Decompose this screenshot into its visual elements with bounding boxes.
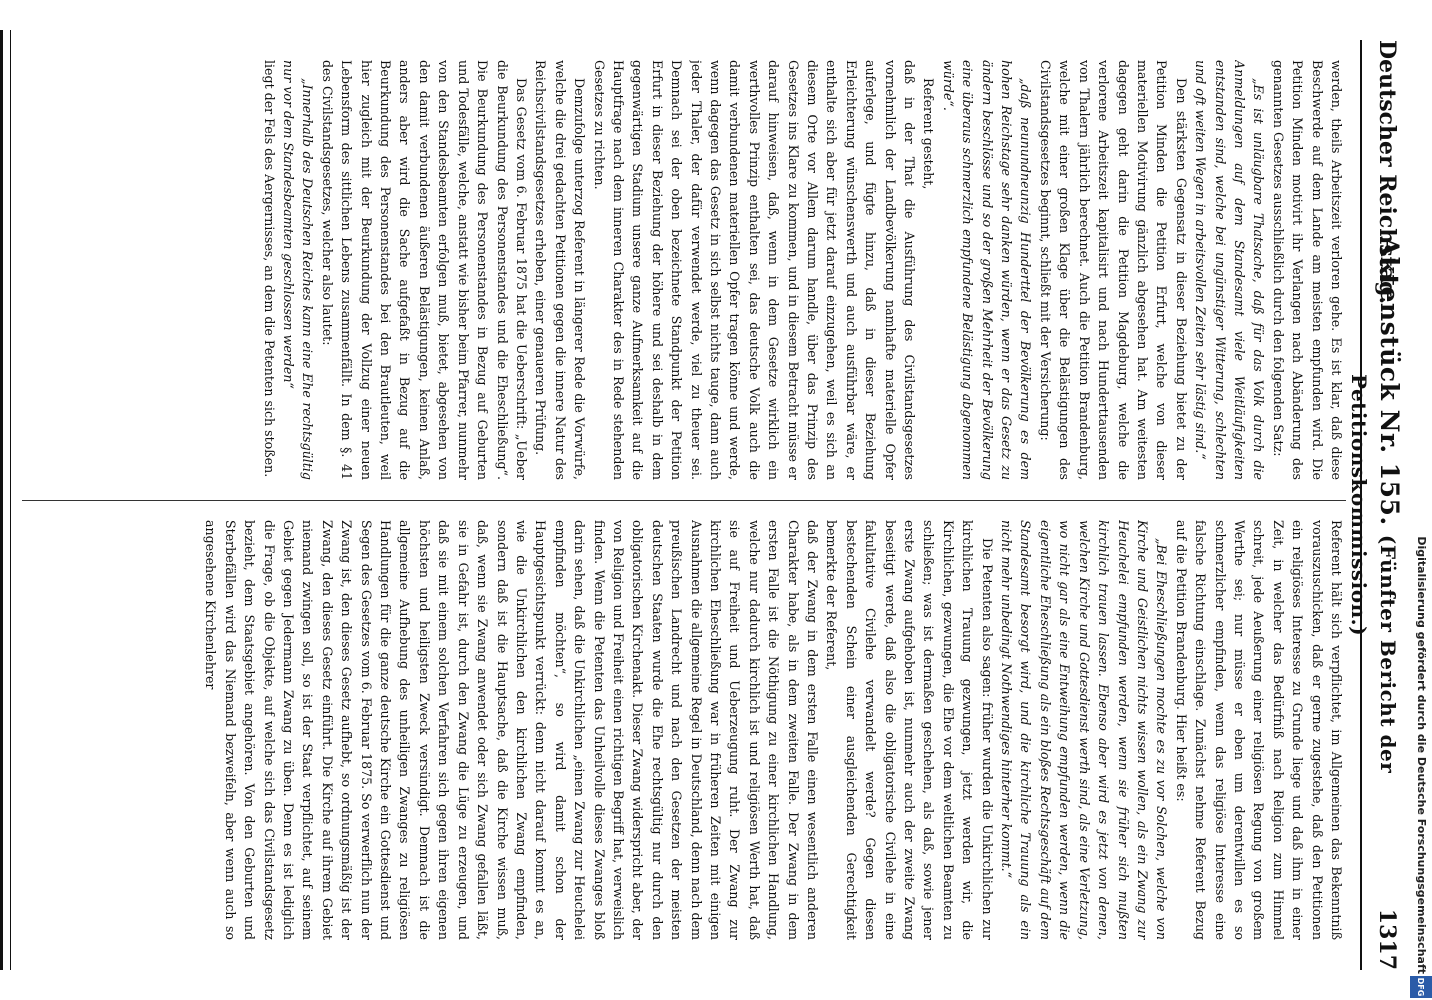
header-document-number: 155. (1375, 462, 1404, 526)
paragraph: werden, theils Arbeitszeit verloren gehe. Es ist klar, daß diese Beschwerde auf dem Lande am meisten empfunden wird. Die Petition Minden motivirt ihr Verlangen nach Abänderung des genannten Gesetzes ausschließlich durch den folgenden Satz: (1270, 60, 1344, 480)
paragraph: Referent gesteht, (921, 78, 937, 190)
paragraph: daß in der That die Ausführung des Civilstandsgesetzes vornehmlich der Landbevölkerung namhafte materielle Opfer auferlege, und fügte hinzu, daß in dieser Beziehung Erleichterung wünschenswerth und auch ausführbar wäre, er enthalte sich aber für jetzt darauf einzugehen, weil es sich an diesem Orte vor Allem darum handle, über das Prinzip des Gesetzes ins Klare zu kommen, und in diesem Betracht müsse er darauf hinweisen, daß, wenn in dem Gesetze wirklich ein werthvolles Prinzip enthalten sei, das deutsche Volk auch die damit verbundenen materiellen Opfer tragen könne und werde, wenn dagegen das Gesetz in sich selbst nichts tauge, dann auch jeder Thaler, der dafür verwendet werde, viel zu theuer sei. Demnach sei der oben bezeichnete Standpunkt der Petition Erfurt in dieser Beziehung der höhere und sei deshalb in dem gegenwärtigen Stadium unsere ganze Aufmerksamkeit auf die Hauptfrage nach dem inneren Charakter des in Rede stehenden Gesetzes zu richten. (591, 60, 918, 480)
header-document-prefix: Aktenstück Nr. (1375, 236, 1404, 454)
header-report-title: (Fünfter Bericht der Petitionskommission.) (1347, 373, 1400, 774)
paragraph: „Es ist unläugbare Thatsache, daß für das Volk durch die Anmeldungen auf dem Standesamt viele Weitläufigkeiten entstanden sind, welche bei ungünstiger Witterung, schlechten und oft weiten Wegen in arbeitsvollen Zeiten sehr lästig sind.“ (1193, 60, 1267, 480)
page-number: 1317 (1374, 908, 1400, 970)
binding-edge-rule-thin (10, 30, 11, 970)
binding-edge-rule (0, 30, 3, 970)
paragraph: Demzufolge unterzog Referent in längerer Rede die Vorwürfe, welche die drei gedachten Petitionen gegen die innere Natur des Reichscivilstandsgesetzes erheben, einer genaueren Prüfung. (533, 60, 588, 480)
paragraph: „daß neunundneunzig Hunderttel der Bevölkerung es dem hohen Reichstage sehr danken würden, wenn er das Gesetz zu ändern beschlösse und so der großen Mehrheit der Bevölkerung eine überaus schmerzlich empfundene Belästigung abgenommen würde“. (940, 60, 1034, 480)
dfg-logo: DFG (1410, 976, 1432, 998)
paragraph: Das Gesetz vom 6. Februar 1875 hat die Ueberschrift: „Ueber die Beurkundung des Personenstandes und die Eheschließung“. Die Beurkundung des Personenstandes in Bezug auf Geburten und Todesfälle, welche, anstatt wie bisher beim Pfarrer, nunmehr von den Standesbeamten erfolgen muß, bietet, abgesehen von den damit verbundenen äußeren Belästigungen, keinen Anlaß, anders aber wird die Sache aufgefaßt in Bezug auf die Beurkundung des Personenstandes bei den Brautleuten, weil hier zugleich mit der Beurkundung der Vollzug einer neuen Lebensform des sittlichen Lebens zusammenfällt. In dem §. 41 des Civilstandsgesetzes, welcher also lautet: (319, 60, 529, 480)
column-divider (22, 500, 1346, 501)
paragraph: „Innerhalb des Deutschen Reiches kann eine Ehe rechtsgültig nur vor dem Standesbeamten geschlossen werden“ (281, 60, 316, 480)
paragraph: „Bei Eheschließungen mochte es zu vor Solchen, welche von Kirche und Geistlichen nichts wissen wollen, als ein Zwang zur Heuchelei empfunden werden, wenn sie früher sich mußten kirchlich trauen lassen. Ebenso aber wird es jetzt von denen, welchen Kirche und Gottesdienst werth sind, als eine Verletzung, wo nicht gar als eine Entweihung empfunden werden, wenn die eigentliche Eheschließung als ein bloßes Rechtsgeschäft auf dem Standesamt besorgt wird, und die kirchliche Trauung als ein nicht mehr unbedingt Nothwendiges hinterher kommt.“ (999, 520, 1170, 940)
text-column-right (22, 520, 1346, 940)
paragraph: daß der Zwang in dem ersten Falle einen wesentlich anderen Charakter habe, als in dem zweiten Falle. Der Zwang in dem ersten Falle ist die Nöthigung zu einer kirchlichen Handlung, welche nur dadurch kirchlich ist und religiösen Werth hat, daß sie auf Freiheit und Ueberzeugung ruht. Der Zwang zur kirchlichen Eheschließung war in früheren Zeiten mit einigen Ausnahmen die allgemeine Regel in Deutschland, denn nach dem preußischen Landrecht und nach den Gesetzen der meisten deutschen Staaten wurde die Ehe rechtsgültig nur durch den obligatorischen Kirchenakt. Dieser Zwang widerspricht aber, der von Religion und Freiheit einen richtigen Begriff hat, verweislich finden. Wenn die Petenten das Unheilvolle dieses Zwanges bloß darin sehen, daß die Unkirchlichen „einen Zwang zur Heuchelei empfinden möchten“, so wird damit schon der Hauptgesichtspunkt verrückt: denn nicht darauf kommt es an, wie die Unkirchlichen den kirchlichen Zwang empfinden, sondern daß ist die Hauptsache, daß die Kirche wissen muß, daß, wenn sie Zwang anwendet oder sich Zwang gefallen läßt, sie in Gefahr ist, durch den Zwang die Lüge zu erzeugen, und daß sie mit einem solchen Verfahren sich gegen ihren eigenen höchsten und heiligsten Zweck versündigt. Demnach ist die allgemeine Aufhebung des unheiligen Zwanges zu religiösen Handlungen für die ganze deutsche Kirche ein Gottesdienst und Segen des Gesetzes vom 6. Februar 1875. So verwerflich nun der Zwang ist, den dieses Gesetz aufhebt, so ordnungsmäßig ist der Zwang, den dieses Gesetz einführt. Die Kirche auf ihrem Gebiet niemand zwingen soll, so ist der Staat verpflichtet, auf seinem Gebiet gegen Jedermann Zwang zu üben. Denn es ist lediglich die Frage, ob die Objekte, auf welche sich das Civilstandsgesetz bezieht, dem Staatsgebiet angehören. Von den Geburten und Sterbefällen wird das Niemand bezweifeln, aber wenn auch so angesehene Kirchenlehrer (203, 520, 821, 940)
header-title (1346, 160, 1404, 850)
watermark-text: Digitalisierung gefördert durch die Deutsche Forschungsgemeinschaft (1415, 536, 1428, 974)
header-publication: Deutscher Reichstag. (1374, 40, 1400, 305)
paragraph: liegt der Fels des Aergernisses, an dem die Petenten sich stoßen. (261, 60, 277, 478)
paragraph: Referent hält sich verpflichtet, im Allgemeinen das Bekenntniß vorauszuschicken, daß er gerne zugestehe, daß den Petitionen ein religiöses Interesse zu Grunde liege und daß ihm in einer Zeit, in welcher das Bedürfniß nach Religion zum Himmel schreit, jede Aeußerung einer religiösen Regung von großem Werthe sei; nur müsse er eben um derentwillen es so schmerzlicher empfinden, wenn das religiöse Interesse eine falsche Richtung einschlage. Zunächst nehme Referent Bezug auf die Petition Brandenburg. Hier heißt es: (1173, 520, 1344, 940)
page-header (1347, 40, 1414, 970)
paragraph: Die Petenten also sagen: früher wurden die Unkirchlichen zur kirchlichen Trauung gezwungen, jetzt werden wir, die Kirchlichen, gezwungen, die Ehe vor dem weltlichen Beamten zu schließen; was ist dermaßen geschehen, als daß, sowie jener erste Zwang aufgehoben ist, nunmehr auch der zweite Zwang beseitigt werde, daß also die obligatorische Civilehe in eine fakultative Civilehe verwandelt werde? Gegen diesen bestechenden Schein einer ausgleichenden Gerechtigkeit bemerkte der Referent, (824, 520, 995, 940)
text-column-left (22, 60, 1346, 480)
paragraph: Den stärksten Gegensatz in dieser Beziehung bietet zu der Petition Minden die Petition Erfurt, welche von dieser materiellen Motivirung gänzlich abgesehen hat. Am weitesten dagegen geht darin die Petition Magdeburg, welche die verlorene Arbeitszeit kapitalisirt und nach Hunderttausenden von Thalern jährlich berechnet. Auch die Petition Brandenburg, welche mit einer großen Klage über die Belästigungen des Civilstandsgesetzes beginnt, schließt mit der Versicherung: (1037, 60, 1189, 480)
